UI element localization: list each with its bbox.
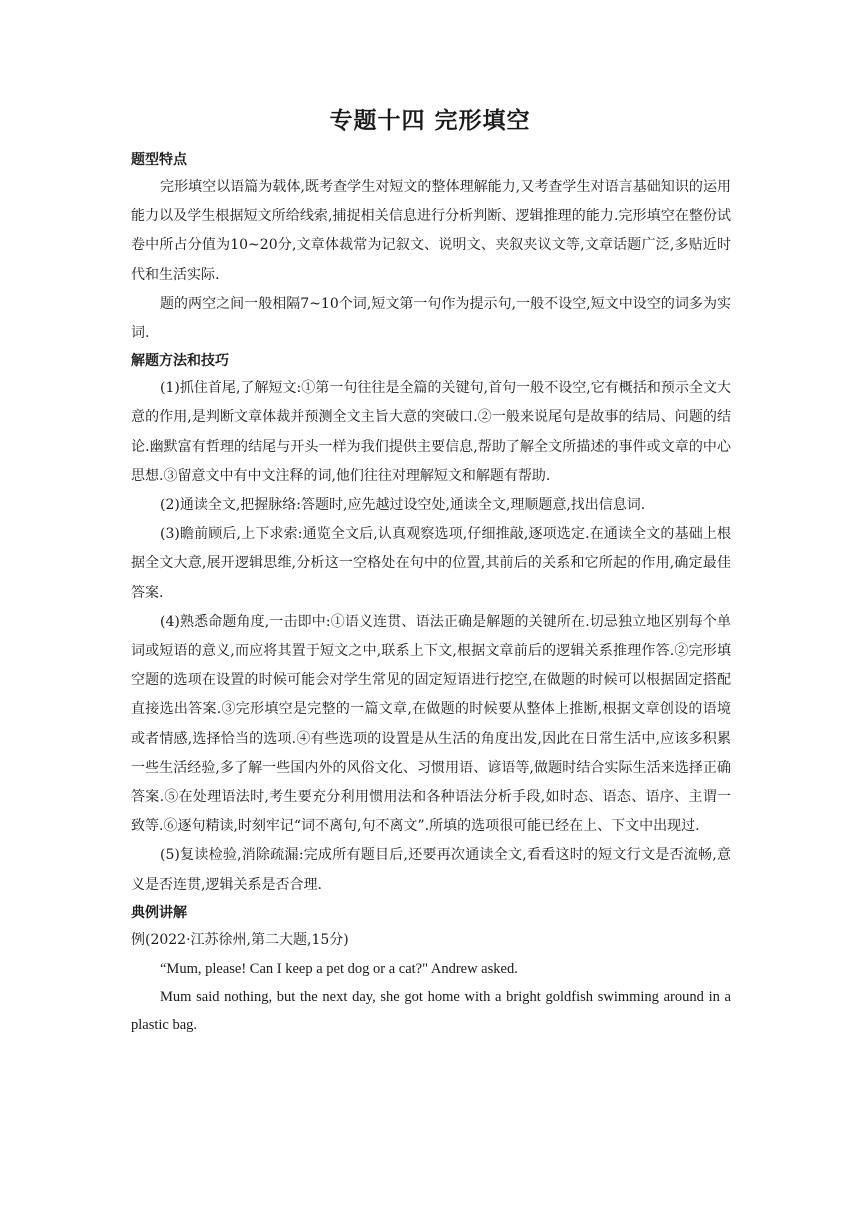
example-paragraph: “Mum, please! Can I keep a pet dog or a cat?" Andrew asked. [160,960,518,977]
paragraph: (2)通读全文,把握脉络:答题时,应先越过设空处,通读全文,理顺题意,找出信息词. [160,497,646,514]
example-source: 例(2022·江苏徐州,第二大题,15分) [131,931,349,948]
page-title: 专题十四 完形填空 [329,108,531,134]
section-features [131,147,731,348]
paragraph: (1)抓住首尾,了解短文:①第一句往往是全篇的关键句,首句一般不设空,它有概括和预示全文大意的作用,是判断文章体裁并预测全文主旨大意的突破口.②一般来说尾句是故事的结局、问题的结论.幽默富有哲理的结尾与开头一样为我们提供主要信息,帮助了解全文所描述的事件或文章的中心思想.③留意文中有中文注释的词,他们往往对理解短文和解题有帮助. [131,380,731,484]
document-body [131,147,731,1039]
section-example [131,900,731,1039]
paragraph: 完形填空以语篇为载体,既考查学生对短文的整体理解能力,又考查学生对语言基础知识的运用能力以及学生根据短文所给线索,捕捉相关信息进行分析判断、逻辑推理的能力.完形填空在整份试卷中所占分值为10~20分,文章体裁常为记叙文、说明文、夹叙夹议文等,文章话题广泛,多贴近时代和生活实际. [131,179,731,283]
paragraph: (5)复读检验,消除疏漏:完成所有题目后,还要再次通读全文,看看这时的短文行文是否流畅,意义是否连贯,逻辑关系是否合理. [131,847,731,893]
paragraph: 题的两空之间一般相隔7~10个词,短文第一句作为提示句,一般不设空,短文中设空的词多为实词. [131,295,731,342]
section-heading: 题型特点 [131,152,187,168]
paragraph: (3)瞻前顾后,上下求索:通览全文后,认真观察选项,仔细推敲,逐项选定.在通读全文的基础上根据全文大意,展开逻辑思维,分析这一空格处在句中的位置,其前后的关系和它所起的作用,确定最佳答案. [131,526,731,601]
paragraph: (4)熟悉命题角度,一击即中:①语义连贯、语法正确是解题的关键所在.切忌独立地区别每个单词或短语的意义,而应将其置于短文之中,联系上下文,根据文章前后的逻辑关系推理作答.②完形填空题的选项在设置的时候可能会对学生常见的固定短语进行挖空,在做题的时候可以根据固定搭配直接选出答案.③完形填空是完整的一篇文章,在做题的时候要从整体上推断,根据文章创设的语境或者情感,选择恰当的选项.④有些选项的设置是从生活的角度出发,因此在日常生活中,应该多积累一些生活经验,多了解一些国内外的风俗文化、习惯用语、谚语等,做题时结合实际生活来选择正确答案.⑤在处理语法时,考生要充分利用惯用法和各种语法分析手段,如时态、语态、语序、主谓一致等.⑥逐句精读,时刻牢记“词不离句,句不离文”.所填的选项很可能已经在上、下文中出现过. [131,613,731,835]
section-heading: 解题方法和技巧 [131,353,229,370]
example-paragraph: Mum said nothing, but the next day, she got home with a bright goldfish swimming around in a plastic bag. [131,988,731,1033]
section-methods [131,348,731,900]
section-heading: 典例讲解 [131,904,187,921]
